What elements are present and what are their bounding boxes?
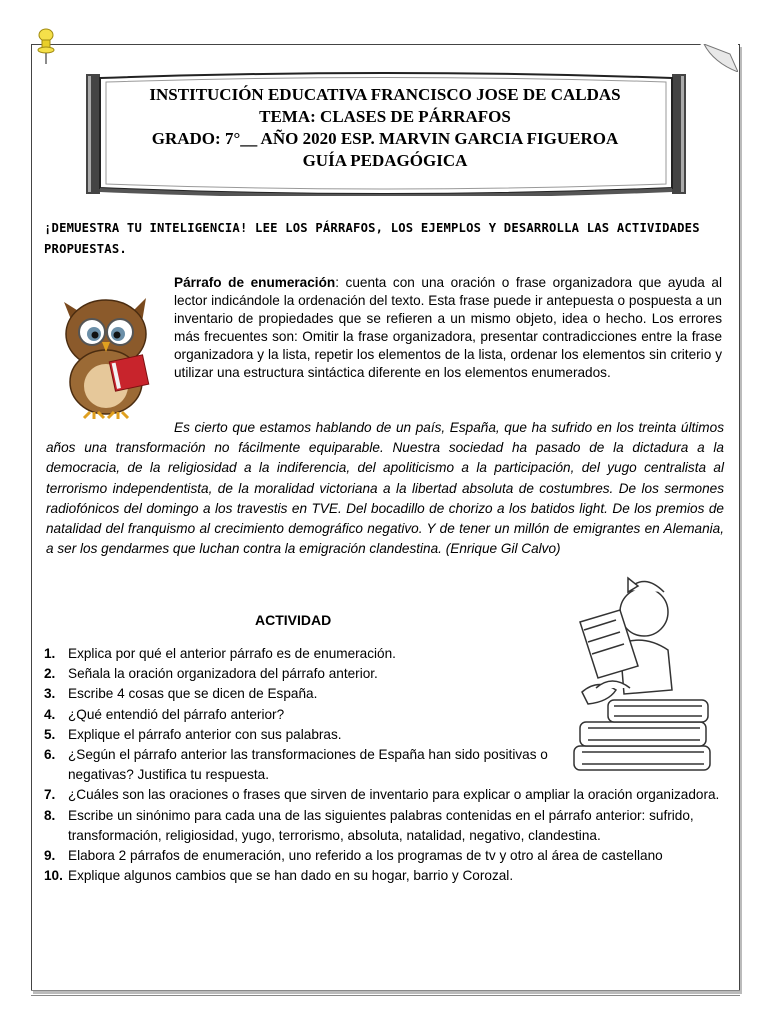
activity-number: 9.: [44, 848, 56, 864]
activity-text: Elabora 2 párrafos de enumeración, uno referido a los programas de tv y otro al área de castellano: [68, 848, 663, 864]
activity-item: [44, 644, 724, 664]
activity-item: [44, 705, 724, 725]
activity-number: 10.: [44, 868, 63, 884]
activity-text: Escribe un sinónimo para cada una de las siguientes palabras contenidas en el párrafo anterior: sufrido, transformación, religiosidad, yugo, terrorismo, absoluta, natalidad, negativo, clandestina.: [68, 807, 694, 843]
institution-header: [100, 84, 670, 172]
activity-title: ACTIVIDAD: [255, 612, 332, 628]
activity-text: ¿Qué entendió del párrafo anterior?: [68, 706, 285, 722]
grade-line: GRADO: 7°__ AÑO 2020 ESP. MARVIN GARCIA FIGUEROA: [151, 129, 619, 148]
activity-item: [44, 664, 724, 684]
activity-item: [44, 785, 724, 805]
owl-reading-illustration: [50, 282, 162, 420]
activity-number: 6.: [44, 747, 56, 763]
activity-item: [44, 806, 724, 846]
activity-item: [44, 866, 724, 886]
activity-text: Explique el párrafo anterior con sus palabras.: [68, 726, 342, 742]
activity-item: [44, 846, 724, 866]
instructions-headline: ¡DEMUESTRA TU INTELIGENCIA! LEE LOS PÁRRAFOS, LOS EJEMPLOS Y DESARROLLA LAS ACTIVIDADES PROPUESTAS.: [44, 221, 700, 256]
page-curl-icon: [700, 44, 738, 72]
topic-line: TEMA: CLASES DE PÁRRAFOS: [259, 107, 511, 126]
activity-text: ¿Según el párrafo anterior las transformaciones de España han sido positivas o negativas? Justifica tu respuesta.: [68, 747, 548, 783]
activity-item: [44, 684, 724, 704]
activity-text: Escribe 4 cosas que se dicen de España.: [68, 686, 318, 702]
activity-number: 3.: [44, 686, 56, 702]
activity-number: 1.: [44, 646, 56, 661]
pushpin-icon: [36, 28, 56, 66]
definition-term: Párrafo de enumeración: [174, 275, 336, 290]
institution-name: INSTITUCIÓN EDUCATIVA FRANCISCO JOSE DE CALDAS: [149, 85, 621, 104]
activity-item: [44, 725, 724, 745]
activity-list: [44, 644, 724, 886]
activity-text: Señala la oración organizadora del párrafo anterior.: [68, 666, 378, 682]
activity-number: 2.: [44, 666, 56, 682]
page-bottom-rule: [31, 990, 740, 996]
example-paragraph: Es cierto que estamos hablando de un país, España, que ha sufrido en los treinta últimos años una transformación no fácilmente equiparable. Nuestra sociedad ha pasado de la dictadura a la democracia, de la religiosidad a la indiferencia, del apoliticismo a la participación, del yugo centralista al terrorismo independentista, de la moralidad victoriana a la libertad absoluta de costumbres. De los sermones radiofónicos del domingo a los travestis en TVE. Del bocadillo de chorizo a los batidos light. De los premios de natalidad del franquismo al crecimiento demográfico negativo. Y de tener un millón de emigrantes en Alemania, a ser los gendarmes que luchan contra la emigración clandestina. (Enrique Gil Calvo): [46, 420, 724, 557]
activity-number: 7.: [44, 787, 56, 803]
activity-text: ¿Cuáles son las oraciones o frases que sirven de inventario para explicar o ampliar la oración organizadora.: [68, 787, 720, 803]
activity-number: 5.: [44, 726, 56, 742]
guide-title: GUÍA PEDAGÓGICA: [302, 151, 468, 170]
instructions-text: ¡DEMUESTRA TU INTELIGENCIA! LEE LOS PÁRRAFOS, LOS EJEMPLOS Y DESARROLLA LAS ACTIVIDADES PROPUESTAS: [44, 221, 700, 256]
definition-paragraph: [174, 274, 722, 382]
activity-text: Explica por qué el anterior párrafo es de enumeración.: [68, 646, 396, 661]
activity-number: 8.: [44, 807, 56, 823]
activity-text: Explique algunos cambios que se han dado en su hogar, barrio y Corozal.: [68, 868, 514, 884]
activity-number: 4.: [44, 706, 56, 722]
activity-item: [44, 745, 724, 785]
definition-text: : cuenta con una oración o frase organizadora que ayuda al lector indicándole la ordenación del texto. Esta frase puede ir antepuesta o pospuesta a un inventario de propiedades que se refieren a un mismo objeto, idea o hecho. Los errores más frecuentes son: Omitir la frase organizadora, presentar contradicciones entre la frase organizadora y la lista, repetir los elementos de la lista, ordenar los elementos sin criterio y utilizar una estructura sintáctica diferente en los elementos enumerados.: [174, 275, 723, 380]
